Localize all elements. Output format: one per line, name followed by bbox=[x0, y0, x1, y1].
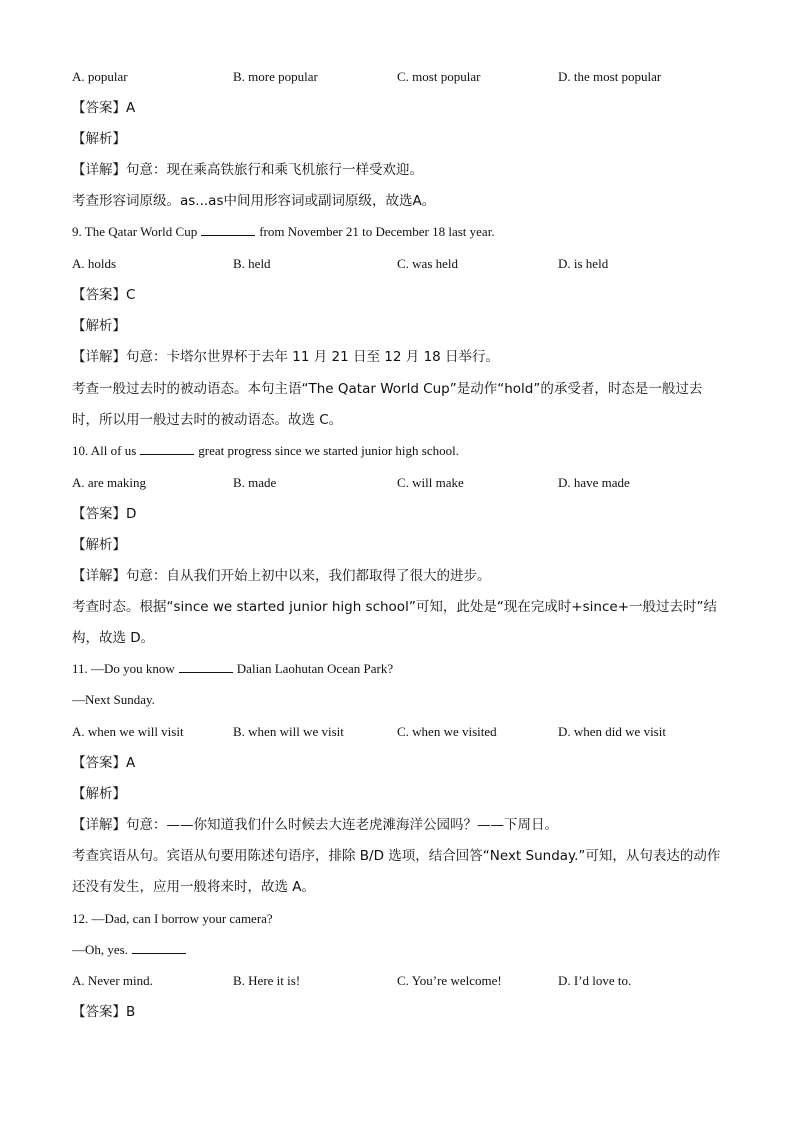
q10-option-c: C. will make bbox=[397, 475, 464, 490]
q10-analysis-label: 【解析】 bbox=[72, 537, 126, 553]
q11-option-c: C. when we visited bbox=[397, 724, 497, 739]
q9-blank bbox=[201, 223, 255, 236]
q9-answer: 【答案】C bbox=[72, 287, 136, 303]
q10-detail: 【详解】句意：自从我们开始上初中以来，我们都取得了很大的进步。 bbox=[72, 568, 491, 584]
q8-answer: 【答案】A bbox=[72, 100, 136, 116]
q12-option-d: D. I’d love to. bbox=[558, 973, 632, 988]
q10-option-a: A. are making bbox=[72, 475, 147, 490]
q8-analysis-label: 【解析】 bbox=[72, 131, 126, 147]
q10-stem bbox=[72, 442, 459, 460]
q11-detail: 【详解】句意：——你知道我们什么时候去大连老虎滩海洋公园吗？——下周日。 bbox=[72, 817, 558, 833]
q11-stem-after: Dalian Laohutan Ocean Park? bbox=[236, 661, 394, 676]
q11-blank bbox=[179, 660, 233, 673]
q10-answer: 【答案】D bbox=[72, 506, 137, 522]
q12-reply-before: —Oh, yes. bbox=[72, 942, 128, 957]
q11-answer: 【答案】A bbox=[72, 755, 136, 771]
q10-stem-after: great progress since we started junior high school. bbox=[198, 443, 459, 458]
q10-option-b: B. made bbox=[233, 475, 277, 490]
q8-option-a: A. popular bbox=[72, 69, 128, 84]
q11-stem bbox=[72, 660, 393, 678]
q11-option-b: B. when will we visit bbox=[233, 724, 344, 739]
q11-option-a: A. when we will visit bbox=[72, 724, 184, 739]
q10-option-d: D. have made bbox=[558, 475, 630, 490]
q9-option-b: B. held bbox=[233, 256, 271, 271]
q11-analysis-label: 【解析】 bbox=[72, 786, 126, 802]
q9-stem bbox=[72, 223, 495, 241]
q11-stem-before: 11. —Do you know bbox=[72, 661, 175, 676]
q9-stem-before: 9. The Qatar World Cup bbox=[72, 224, 198, 239]
q12-option-c: C. You’re welcome! bbox=[397, 973, 502, 988]
q10-stem-before: 10. All of us bbox=[72, 443, 137, 458]
q12-stem: 12. —Dad, can I borrow your camera? bbox=[72, 911, 273, 926]
q9-detail: 【详解】句意：卡塔尔世界杯于去年 11 月 21 日至 12 月 18 日举行。 bbox=[72, 349, 500, 365]
q12-reply bbox=[72, 941, 190, 959]
q8-option-c: C. most popular bbox=[397, 69, 481, 84]
q8-detail: 【详解】句意：现在乘高铁旅行和乘飞机旅行一样受欢迎。 bbox=[72, 162, 423, 178]
q8-option-b: B. more popular bbox=[233, 69, 318, 84]
q9-option-d: D. is held bbox=[558, 256, 609, 271]
q9-stem-after: from November 21 to December 18 last year. bbox=[259, 224, 495, 239]
q10-explanation: 考查时态。根据“since we started junior high school”可知，此处是“现在完成时+since+一般过去时”结构，故选 D。 bbox=[72, 599, 717, 646]
q9-analysis-label: 【解析】 bbox=[72, 318, 126, 334]
q9-option-a: A. holds bbox=[72, 256, 117, 271]
q12-answer: 【答案】B bbox=[72, 1004, 136, 1020]
q12-option-b: B. Here it is! bbox=[233, 973, 301, 988]
q12-option-a: A. Never mind. bbox=[72, 973, 153, 988]
q11-option-d: D. when did we visit bbox=[558, 724, 666, 739]
q10-blank bbox=[140, 442, 194, 455]
q8-option-d: D. the most popular bbox=[558, 69, 662, 84]
q11-reply: —Next Sunday. bbox=[72, 692, 155, 707]
q9-option-c: C. was held bbox=[397, 256, 459, 271]
q12-blank bbox=[132, 941, 186, 954]
q11-explanation: 考查宾语从句。宾语从句要用陈述句语序，排除 B/D 选项，结合回答“Next Sunday.”可知，从句表达的动作还没有发生，应用一般将来时，故选 A。 bbox=[72, 848, 721, 895]
q8-explanation: 考查形容词原级。as...as中间用形容词或副词原级，故选A。 bbox=[72, 193, 436, 209]
q9-explanation: 考查一般过去时的被动语态。本句主语“The Qatar World Cup”是动作“hold”的承受者，时态是一般过去时，所以用一般过去时的被动语态。故选 C。 bbox=[72, 381, 703, 428]
